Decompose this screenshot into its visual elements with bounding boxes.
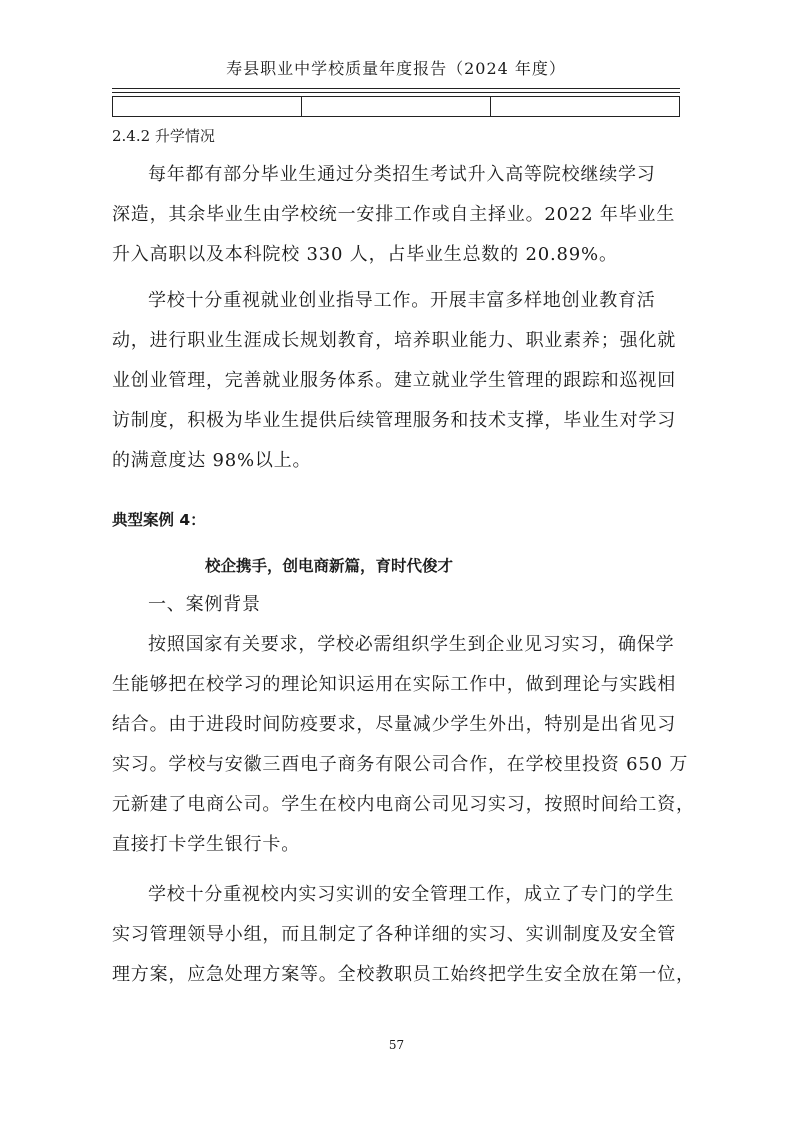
paragraph-line: 元新建了电商公司。学生在校内电商公司见习实习，按照时间给工资， <box>112 794 695 815</box>
paragraph-line: 学校十分重视就业创业指导工作。开展丰富多样地创业教育活 <box>148 290 656 311</box>
page-number: 57 <box>388 1038 405 1052</box>
paragraph-line: 直接打卡学生银行卡。 <box>112 834 300 855</box>
table-cell <box>302 97 491 117</box>
paragraph-line: 生能够把在校学习的理论知识运用在实际工作中，做到理论与实践相 <box>112 674 676 695</box>
section-heading: 2.4.2 升学情况 <box>112 127 215 145</box>
paragraph-line: 结合。由于进段时间防疫要求，尽量减少学生外出，特别是出省见习 <box>112 714 676 735</box>
paragraph-line: 升入高职以及本科院校 330 人，占毕业生总数的 20.89%。 <box>112 244 618 265</box>
table-cell <box>491 97 680 117</box>
case-title: 校企携手，创电商新篇，育时代俊才 <box>205 557 454 575</box>
paragraph-line: 访制度，积极为毕业生提供后续管理服务和技术支撑，毕业生对学习 <box>112 410 676 431</box>
paragraph-line: 实习管理领导小组，而且制定了各种详细的实习、实训制度及安全管 <box>112 924 676 945</box>
paragraph-line: 每年都有部分毕业生通过分类招生考试升入高等院校继续学习 <box>148 164 656 185</box>
page-header-title: 寿县职业中学校质量年度报告（2024 年度） <box>226 59 566 78</box>
case-label: 典型案例 4： <box>112 511 206 529</box>
table-remnant <box>112 96 680 117</box>
paragraph-line: 动，进行职业生涯成长规划教育，培养职业能力、职业素养；强化就 <box>112 330 676 351</box>
paragraph-line: 的满意度达 98%以上。 <box>112 450 312 471</box>
paragraph-line: 按照国家有关要求，学校必需组织学生到企业见习实习，确保学 <box>148 634 675 655</box>
paragraph-line: 深造，其余毕业生由学校统一安排工作或自主择业。2022 年毕业生 <box>112 204 676 225</box>
table-cell <box>113 97 302 117</box>
table-row <box>113 97 680 117</box>
paragraph-line: 业创业管理，完善就业服务体系。建立就业学生管理的跟踪和巡视回 <box>112 370 676 391</box>
case-section-heading: 一、案例背景 <box>148 594 261 615</box>
paragraph-line: 理方案，应急处理方案等。全校教职员工始终把学生安全放在第一位， <box>112 964 695 985</box>
paragraph-line: 学校十分重视校内实习实训的安全管理工作，成立了专门的学生 <box>148 884 675 905</box>
header-rule <box>112 88 680 89</box>
header-rule-thin <box>112 92 680 93</box>
paragraph-line: 实习。学校与安徽三酉电子商务有限公司合作，在学校里投资 650 万 <box>112 754 689 775</box>
